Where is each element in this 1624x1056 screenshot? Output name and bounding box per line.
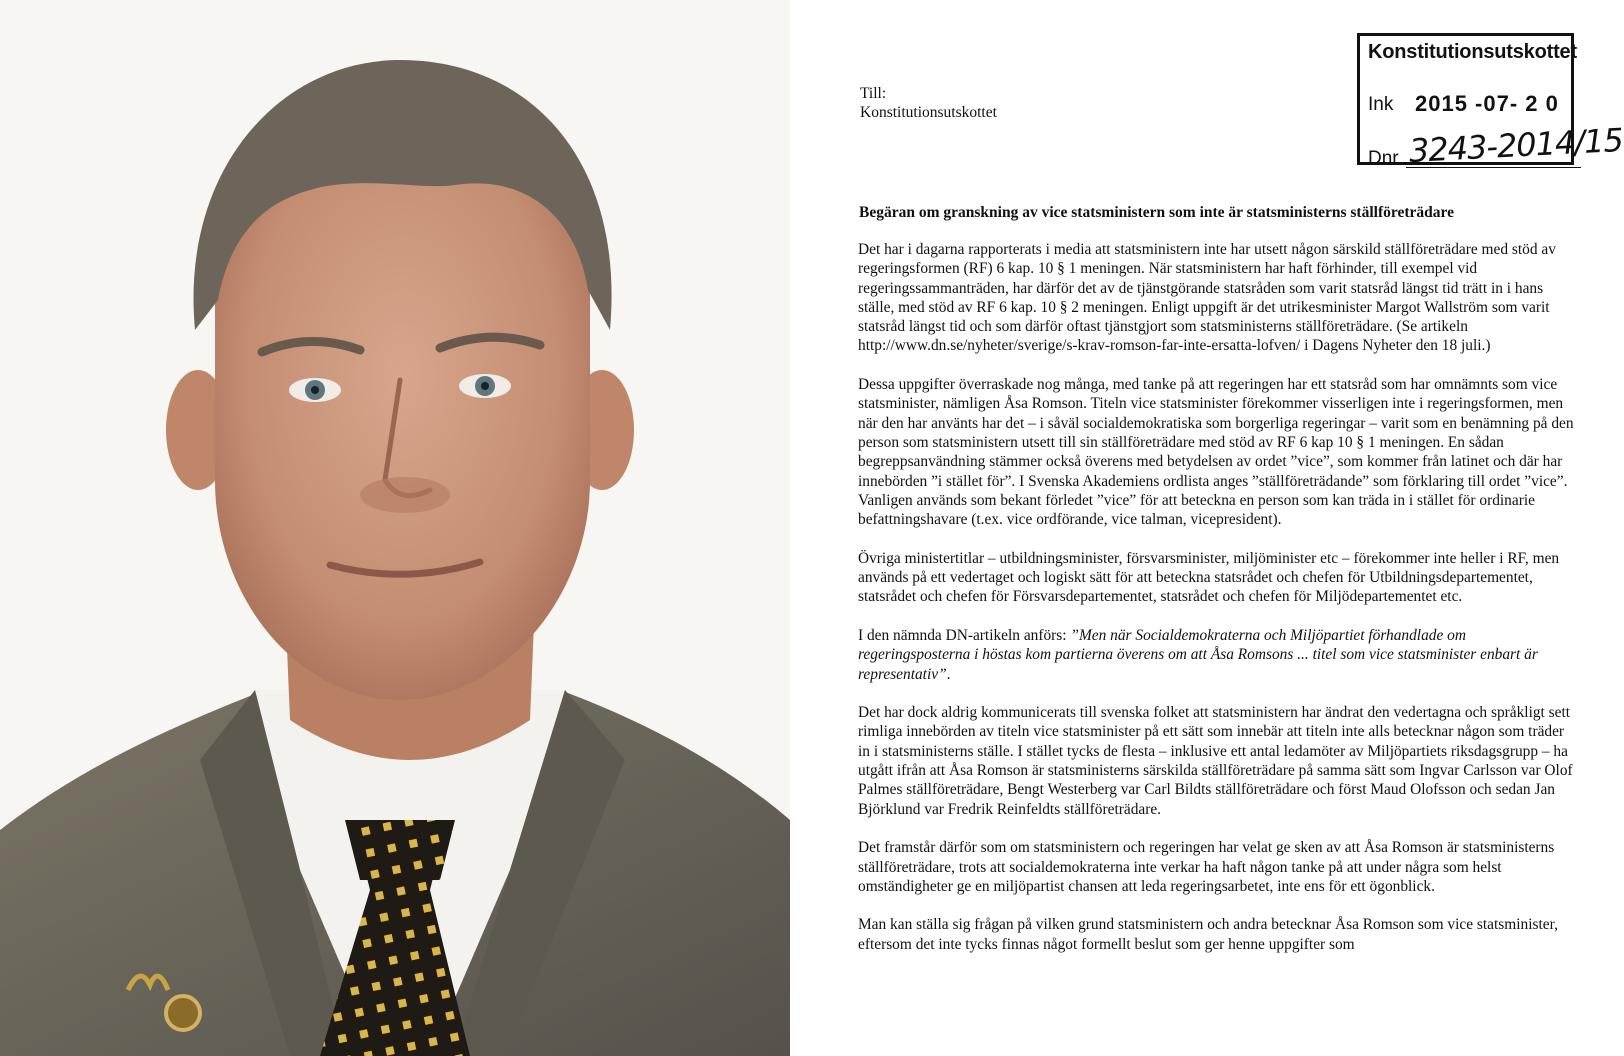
paragraph-4 bbox=[858, 626, 1576, 684]
tie-knot bbox=[345, 820, 455, 880]
recipient-label: Till: bbox=[860, 85, 887, 102]
paragraph-1: Det har i dagarna rapporterats i media att statsministern inte har utsett någon särskild ställföreträdare med stöd av regeringsformen (RF) 6 kap. 10 § 1 meningen. När statsministern har haft förhinder, till exempel vid regeringssammanträden, har därför det av de tjänstgörande statsråden som varit statsråd längst tid trätt in i hans ställe, med stöd av RF 6 kap. 10 § 2 meningen. Enligt uppgift är det utrikesminister Margot Wallström som varit statsråd längst tid och som därför oftast tjänstgjort som statsministerns ställföreträdare. (Se artikeln http://www.dn.se/nyheter/sverige/s-krav-romson-far-inte-ersatta-lofven/ i Dagens Nyheter den 18 juli.) bbox=[858, 241, 1556, 355]
recipient-name: Konstitutionsutskottet bbox=[860, 104, 997, 121]
lapel-pin bbox=[166, 996, 200, 1030]
document-title: Begäran om granskning av vice statsministern som inte är statsministerns ställföreträdare bbox=[859, 204, 1454, 221]
paragraph-5: Det har dock aldrig kommunicerats till svenska folket att statsministern har ändrat den vedertagna och språkligt sett rimliga innebörden av titeln vice statsminister på ett sätt som innebär att titeln inte alls betecknar någon som träder in i statsministerns ställe. I stället tycks de flesta – inklusive ett antal ledamöter av Miljöpartiets riksdagsgrupp – ha utgått ifrån att Åsa Romson är statsministerns särskilda ställföreträdare på samma sätt som Ingvar Carlsson var Olof Palmes ställföreträdare, Bengt Westerberg var Carl Bildts ställföreträdare och först Maud Olofsson och sedan Jan Björklund var Fredrik Reinfeldts ställföreträdare. bbox=[858, 704, 1573, 818]
paragraph-7: Man kan ställa sig frågan på vilken grund statsministern och andra betecknar Åsa Romson som vice statsminister, eftersom det inte tycks finnas något formellt beslut som ger henne uppgifter som bbox=[858, 916, 1558, 953]
paragraph-4-intro: I den nämnda DN-artikeln anförs: bbox=[858, 626, 1071, 644]
stamp-ink-label: Ink bbox=[1368, 94, 1394, 115]
stamp-dnr-handwritten: 3243-2014/15 bbox=[1408, 120, 1624, 170]
paragraph-3: Övriga ministertitlar – utbildningsminister, försvarsminister, miljöminister etc – förekommer inte heller i RF, men används på ett vedertaget och logiskt sätt för att beteckna statsrådet och chefen för Utbildningsdepartementet, statsrådet och chefen för Försvarsdepartementet, statsrådet och chefen för Miljödepartementet etc. bbox=[858, 549, 1560, 606]
portrait-illustration bbox=[0, 0, 790, 1056]
stamp-dnr-label: Dnr bbox=[1368, 148, 1399, 169]
paragraph-4-end: . bbox=[946, 665, 951, 683]
dn-quote: ”Men när Socialdemokraterna och Miljöpartiet förhandlade om regeringsposterna i höstas kom partierna överens om att Åsa Romsons ... titel som vice statsminister enbart är representativ” bbox=[858, 626, 1538, 683]
stamp-dnr-underline bbox=[1406, 167, 1581, 168]
portrait-photo bbox=[0, 0, 790, 1056]
document-body bbox=[858, 240, 1576, 973]
paragraph-2: Dessa uppgifter överraskade nog många, med tanke på att regeringen har ett statsråd som har omnämnts som vice statsminister, nämligen Åsa Romson. Titeln vice statsminister förekommer visserligen inte i regeringsformen, men när den har använts har det – i såväl socialdemokratiska som borgerliga regeringar – varit som en benämning på den person som statsministern utsett till sin ställföreträdare med stöd av RF 6 kap 10 § 1 meningen. En sådan begreppsanvändning stämmer också överens med betydelsen av ordet ”vice”, som kommer från latinet och där har innebörden ”i stället för”. I Svenska Akademiens ordlista anges ”ställföreträdande” som förklaring till ordet ”vice”. Vanligen används som bekant förledet ”vice” för att beteckna en person som kan träda in i stället för ordinarie befattningshavare (t.ex. vice ordförande, vice talman, vicepresident). bbox=[858, 376, 1574, 529]
stamp-title: Konstitutionsutskottet bbox=[1368, 41, 1577, 63]
recipient-block bbox=[860, 84, 997, 122]
stamp-date: 2015 -07- 2 0 bbox=[1415, 91, 1559, 116]
paragraph-6: Det framstår därför som om statsministern och regeringen har velat ge sken av att Åsa Romson är statsministerns ställföreträdare, trots att socialdemokraterna inte verkar ha haft någon tanke på att under några som helst omständigheter ge en miljöpartist chansen att leda regeringsarbetet, inte ens för ett ögonblick. bbox=[858, 839, 1555, 895]
received-stamp bbox=[1357, 33, 1624, 170]
letter-document bbox=[790, 0, 1624, 1056]
